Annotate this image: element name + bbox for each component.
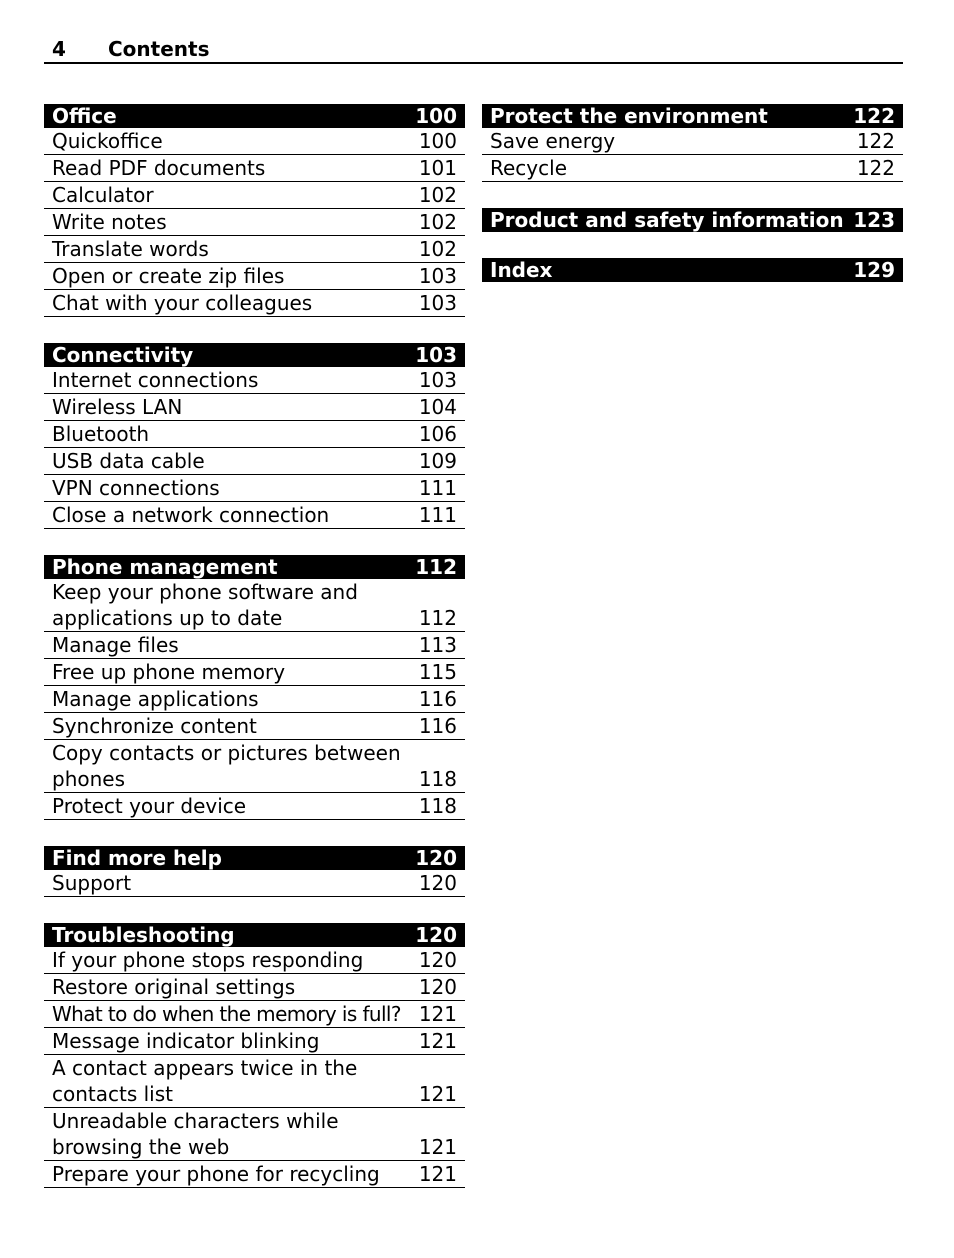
toc-entry[interactable] — [44, 1161, 465, 1188]
toc-entry[interactable] — [44, 659, 465, 686]
toc-section-index — [482, 258, 903, 282]
toc-entry-label: VPN connections — [52, 476, 220, 500]
section-heading[interactable] — [482, 208, 903, 232]
toc-entry-page: 103 — [418, 368, 457, 392]
section-page: 100 — [415, 104, 457, 128]
toc-entry-label: Open or create zip files — [52, 264, 285, 288]
toc-entry-page: 102 — [418, 210, 457, 234]
toc-section-office — [44, 104, 465, 317]
toc-entry-label: What to do when the memory is full? — [52, 1002, 401, 1026]
toc-entry-label: Manage applications — [52, 687, 259, 711]
toc-entry-page: 111 — [418, 503, 457, 527]
toc-entry[interactable] — [44, 367, 465, 394]
toc-section-phone-management — [44, 555, 465, 820]
toc-entry[interactable] — [44, 290, 465, 317]
toc-entry-label: Manage files — [52, 633, 179, 657]
toc-entry[interactable] — [44, 1108, 465, 1161]
section-page: 120 — [415, 846, 457, 870]
toc-entry-label: Prepare your phone for recycling — [52, 1162, 380, 1186]
toc-entry-label: A contact appears twice in the contacts list — [52, 1056, 358, 1106]
toc-entry-page: 122 — [856, 156, 895, 180]
section-title: Troubleshooting — [52, 923, 235, 947]
toc-entry-page: 120 — [418, 975, 457, 999]
toc-entry[interactable] — [44, 502, 465, 529]
toc-entry-label: Bluetooth — [52, 422, 150, 446]
toc-entry[interactable] — [44, 974, 465, 1001]
toc-entry[interactable] — [44, 579, 465, 632]
toc-entry[interactable] — [44, 947, 465, 974]
toc-entry-page: 109 — [418, 449, 457, 473]
toc-entry-page: 102 — [418, 237, 457, 261]
section-page: 120 — [415, 923, 457, 947]
toc-entry-label: Save energy — [490, 129, 616, 153]
toc-entry-page: 101 — [418, 156, 457, 180]
toc-entry-page: 122 — [856, 129, 895, 153]
toc-entry-label: Chat with your colleagues — [52, 291, 313, 315]
page-title: Contents — [108, 37, 210, 61]
toc-entry-page: 118 — [418, 794, 457, 818]
toc-entry-label: Internet connections — [52, 368, 259, 392]
toc-entry-label: Calculator — [52, 183, 154, 207]
toc-left-column — [44, 104, 465, 1214]
toc-entry[interactable] — [44, 632, 465, 659]
section-heading[interactable] — [44, 104, 465, 128]
toc-entry[interactable] — [44, 236, 465, 263]
toc-entry[interactable] — [44, 740, 465, 793]
toc-section-find-more-help — [44, 846, 465, 897]
toc-entry-label: Support — [52, 871, 132, 895]
toc-entry[interactable] — [44, 394, 465, 421]
section-heading[interactable] — [482, 104, 903, 128]
toc-entry-label: Quickoffice — [52, 129, 163, 153]
toc-section-connectivity — [44, 343, 465, 529]
toc-right-column — [482, 104, 903, 308]
toc-entry-page: 120 — [418, 948, 457, 972]
toc-entry[interactable] — [44, 1055, 465, 1108]
section-page: 129 — [853, 258, 895, 282]
toc-entry-label: Close a network connection — [52, 503, 330, 527]
toc-entry-page: 103 — [418, 264, 457, 288]
toc-entry-page: 112 — [418, 606, 457, 630]
toc-entry-page: 116 — [418, 714, 457, 738]
toc-entry[interactable] — [44, 713, 465, 740]
toc-entry-page: 106 — [418, 422, 457, 446]
toc-entry[interactable] — [44, 263, 465, 290]
toc-entry-page: 121 — [418, 1135, 457, 1159]
toc-entry-page: 104 — [418, 395, 457, 419]
toc-entry-label: Restore original settings — [52, 975, 296, 999]
toc-entry[interactable] — [44, 421, 465, 448]
section-title: Phone management — [52, 555, 278, 579]
toc-entry-page: 111 — [418, 476, 457, 500]
section-heading[interactable] — [44, 846, 465, 870]
toc-entry-label: Protect your device — [52, 794, 247, 818]
toc-entry-label: Read PDF documents — [52, 156, 266, 180]
toc-entry-page: 116 — [418, 687, 457, 711]
section-heading[interactable] — [482, 258, 903, 282]
toc-entry-page: 121 — [418, 1162, 457, 1186]
toc-entry-label: Translate words — [52, 237, 209, 261]
section-page: 122 — [853, 104, 895, 128]
toc-section-protect-environment — [482, 104, 903, 182]
toc-entry-label: Unreadable characters while browsing the web — [52, 1109, 339, 1159]
toc-entry-page: 121 — [418, 1002, 457, 1026]
toc-entry[interactable] — [44, 182, 465, 209]
toc-entry[interactable] — [44, 1028, 465, 1055]
toc-entry[interactable] — [44, 686, 465, 713]
section-title: Office — [52, 104, 117, 128]
section-page: 103 — [415, 343, 457, 367]
toc-entry[interactable] — [44, 793, 465, 820]
toc-entry-page: 121 — [418, 1082, 457, 1106]
toc-entry-label: If your phone stops responding — [52, 948, 364, 972]
section-title: Protect the environment — [490, 104, 768, 128]
page-header — [44, 36, 903, 64]
toc-entry[interactable] — [44, 448, 465, 475]
toc-entry[interactable] — [44, 209, 465, 236]
section-heading[interactable] — [44, 343, 465, 367]
toc-entry-page: 102 — [418, 183, 457, 207]
toc-entry[interactable] — [44, 1001, 465, 1028]
toc-entry-label: Wireless LAN — [52, 395, 183, 419]
toc-entry-page: 113 — [418, 633, 457, 657]
toc-entry-page: 100 — [418, 129, 457, 153]
section-page: 112 — [415, 555, 457, 579]
toc-entry-page: 120 — [418, 871, 457, 895]
section-heading[interactable] — [44, 555, 465, 579]
toc-section-troubleshooting — [44, 923, 465, 1188]
toc-entry-label: Copy contacts or pictures between phones — [52, 741, 401, 791]
toc-entry[interactable] — [44, 155, 465, 182]
toc-entry-page: 115 — [418, 660, 457, 684]
toc-entry-label: Synchronize content — [52, 714, 257, 738]
section-title: Find more help — [52, 846, 222, 870]
toc-entry-label: Message indicator blinking — [52, 1029, 320, 1053]
toc-entry-page: 103 — [418, 291, 457, 315]
section-heading[interactable] — [44, 923, 465, 947]
toc-entry-label: Free up phone memory — [52, 660, 286, 684]
toc-entry-page: 121 — [418, 1029, 457, 1053]
toc-entry[interactable] — [44, 870, 465, 897]
toc-entry[interactable] — [482, 128, 903, 155]
section-title: Connectivity — [52, 343, 194, 367]
toc-entry[interactable] — [44, 475, 465, 502]
toc-section-product-safety — [482, 208, 903, 232]
toc-entry-label: Write notes — [52, 210, 167, 234]
section-title: Index — [490, 258, 553, 282]
page-number: 4 — [52, 37, 66, 61]
toc-entry[interactable] — [482, 155, 903, 182]
toc-entry-label: Recycle — [490, 156, 567, 180]
section-title: Product and safety information — [490, 208, 844, 232]
section-page: 123 — [853, 208, 895, 232]
toc-entry[interactable] — [44, 128, 465, 155]
toc-entry-page: 118 — [418, 767, 457, 791]
toc-entry-label: USB data cable — [52, 449, 205, 473]
toc-entry-label: Keep your phone software and applications up to date — [52, 580, 358, 630]
